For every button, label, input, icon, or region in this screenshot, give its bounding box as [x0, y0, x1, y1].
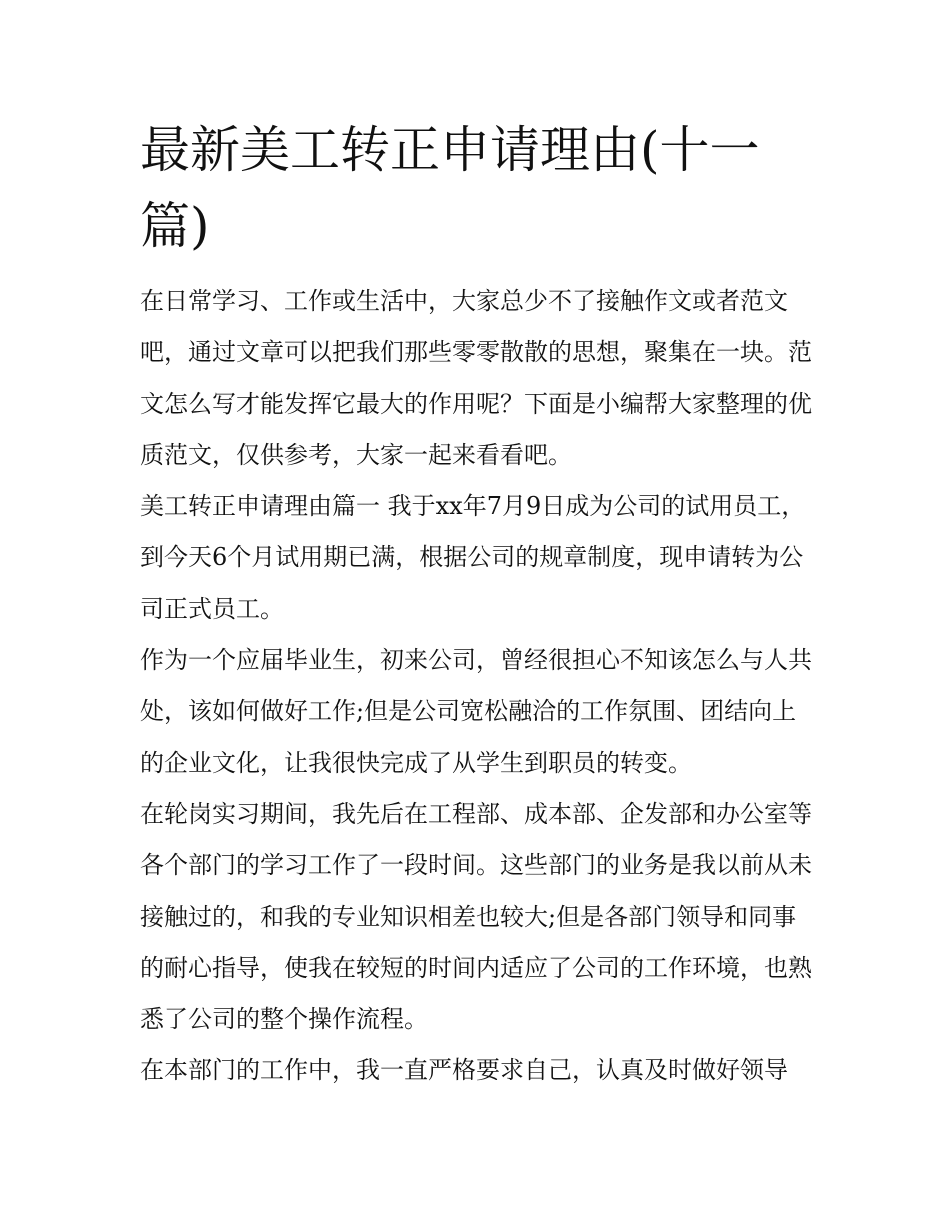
- paragraph-3: 在轮岗实习期间，我先后在工程部、成本部、企发部和办公室等各个部门的学习工作了一段时间。这些部门的业务是我以前从未接触过的，和我的专业知识相差也较大;但是各部门领导和同事的耐心指导，使我在较短的时间内适应了公司的工作环境，也熟悉了公司的整个操作流程。: [140, 799, 812, 1034]
- document-body: [140, 276, 820, 1097]
- paragraph-4: 在本部门的工作中，我一直严格要求自己，认真及时做好领导: [140, 1056, 788, 1085]
- paragraph-2: 作为一个应届毕业生，初来公司，曾经很担心不知该怎么与人共处，该如何做好工作;但是公司宽松融洽的工作氛围、团结向上的企业文化，让我很快完成了从学生到职员的转变。: [140, 646, 812, 777]
- document-title: 最新美工转正申请理由(十一篇): [140, 121, 760, 255]
- paragraph-1: 美工转正申请理由篇一 我于xx年7月9日成为公司的试用员工，到今天6个月试用期已满，根据公司的规章制度，现申请转为公司正式员工。: [140, 492, 806, 623]
- paragraph-intro: 在日常学习、工作或生活中，大家总少不了接触作文或者范文吧，通过文章可以把我们那些零零散散的思想，聚集在一块。范文怎么写才能发挥它最大的作用呢？下面是小编帮大家整理的优质范文，仅供参考，大家一起来看看吧。: [140, 287, 812, 469]
